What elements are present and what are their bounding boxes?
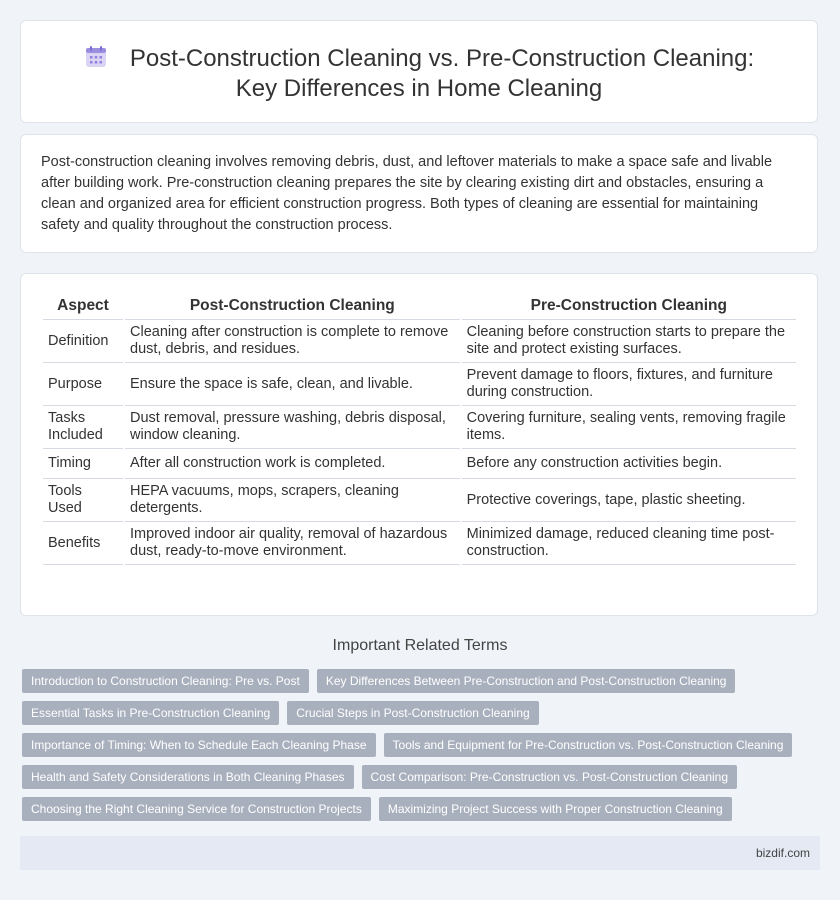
row-post: Cleaning after construction is complete to remove dust, debris, and residues. [125,320,460,363]
header-post-construction: Post-Construction Cleaning [125,292,460,320]
table-header-row [43,292,796,320]
related-term-tag[interactable]: Health and Safety Considerations in Both Cleaning Phases [22,765,354,789]
table-row [43,363,796,406]
page-title-text: Post-Construction Cleaning vs. Pre-Construction Cleaning: Key Differences in Home Cleaning [129,45,755,102]
related-term-tag[interactable]: Choosing the Right Cleaning Service for Construction Projects [22,797,371,821]
intro-paragraph: Post-construction cleaning involves removing debris, dust, and leftover materials to make a space safe and livable after building work. Pre-construction cleaning prepares the site by clearing existing dirt and obstacles, ensuring a clean and organized area for efficient construction progress. Both types of cleaning are essential for maintaining safety and quality throughout the construction process. [41,154,773,233]
row-post: Dust removal, pressure washing, debris disposal, window cleaning. [125,406,460,449]
related-term-tag[interactable]: Cost Comparison: Pre-Construction vs. Post-Construction Cleaning [362,765,737,789]
calendar-icon [84,45,108,69]
header-aspect: Aspect [43,292,123,320]
row-aspect: Tools Used [43,479,123,522]
row-aspect: Benefits [43,522,123,565]
related-term-tag[interactable]: Crucial Steps in Post-Construction Cleaning [287,701,538,725]
table-row [43,522,796,565]
footer-brand[interactable]: bizdif.com [755,846,810,860]
header-card [20,20,818,123]
row-aspect: Purpose [43,363,123,406]
comparison-table [41,292,798,565]
row-aspect: Tasks Included [43,406,123,449]
related-term-tag[interactable]: Tools and Equipment for Pre-Construction vs. Post-Construction Cleaning [384,733,793,757]
table-row [43,479,796,522]
table-row [43,406,796,449]
row-post: Improved indoor air quality, removal of hazardous dust, ready-to-move environment. [125,522,460,565]
row-pre: Covering furniture, sealing vents, removing fragile items. [462,406,796,449]
row-aspect: Timing [43,449,123,479]
row-pre: Protective coverings, tape, plastic sheeting. [462,479,796,522]
row-pre: Before any construction activities begin. [462,449,796,479]
page-title [61,44,777,104]
related-term-tag[interactable]: Essential Tasks in Pre-Construction Cleaning [22,701,279,725]
footer [20,836,820,870]
intro-card [20,134,818,253]
row-post: HEPA vacuums, mops, scrapers, cleaning detergents. [125,479,460,522]
related-term-tag[interactable]: Introduction to Construction Cleaning: Pre vs. Post [22,669,309,693]
related-term-tag[interactable]: Importance of Timing: When to Schedule Each Cleaning Phase [22,733,376,757]
row-aspect: Definition [43,320,123,363]
row-post: Ensure the space is safe, clean, and livable. [125,363,460,406]
row-post: After all construction work is completed. [125,449,460,479]
row-pre: Minimized damage, reduced cleaning time post-construction. [462,522,796,565]
comparison-table-card [20,273,818,616]
table-row [43,449,796,479]
related-terms-list [22,669,812,829]
related-term-tag[interactable]: Maximizing Project Success with Proper Construction Cleaning [379,797,732,821]
row-pre: Cleaning before construction starts to prepare the site and protect existing surfaces. [462,320,796,363]
table-row [43,320,796,363]
related-term-tag[interactable]: Key Differences Between Pre-Construction and Post-Construction Cleaning [317,669,736,693]
header-pre-construction: Pre-Construction Cleaning [462,292,796,320]
related-terms-title: Important Related Terms [332,637,508,654]
row-pre: Prevent damage to floors, fixtures, and furniture during construction. [462,363,796,406]
